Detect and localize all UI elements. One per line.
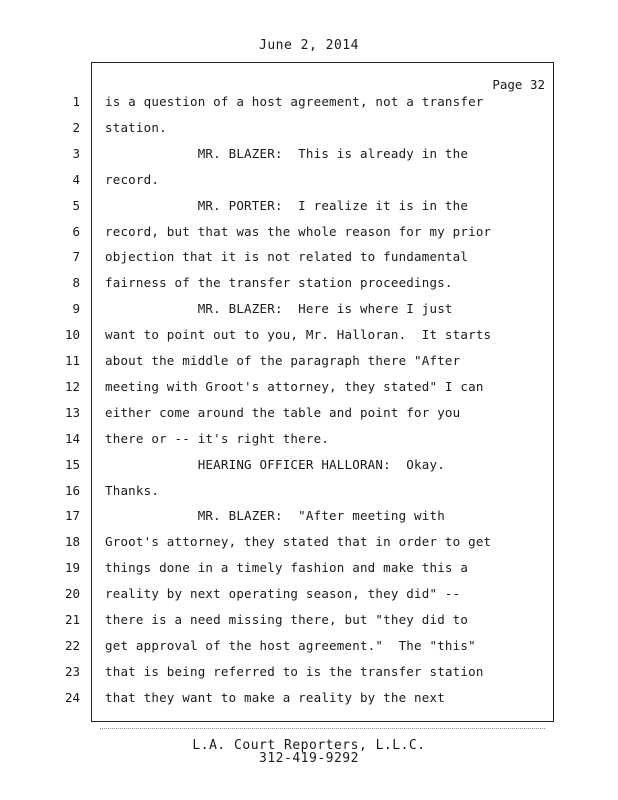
transcript-line: that is being referred to is the transfer station [105, 663, 484, 679]
line-number: 16 [64, 482, 80, 498]
transcript-line: Thanks. [105, 482, 160, 498]
transcript-line: that they want to make a reality by the next [105, 689, 445, 705]
line-number: 9 [72, 301, 80, 317]
line-number: 17 [64, 508, 80, 524]
page-number: Page 32 [492, 77, 545, 92]
transcript-line: record, but that was the whole reason for my prior [105, 223, 492, 239]
line-number: 12 [64, 378, 80, 394]
line-number: 24 [64, 689, 80, 705]
transcript-line: get approval of the host agreement." The "this" [105, 637, 476, 653]
line-number: 18 [64, 534, 80, 550]
line-number: 14 [64, 430, 80, 446]
line-number: 20 [64, 586, 80, 602]
transcript-line: want to point out to you, Mr. Halloran. It starts [105, 327, 492, 343]
transcript-line: MR. BLAZER: This is already in the [105, 145, 469, 161]
transcript-line: either come around the table and point for you [105, 404, 461, 420]
transcript-line: MR. BLAZER: "After meeting with [105, 508, 445, 524]
transcript-line: objection that it is not related to fundamental [105, 249, 469, 265]
transcript-line: there is a need missing there, but "they did to [105, 612, 469, 627]
footer-rule [100, 728, 545, 729]
transcript-date: June 2, 2014 [259, 38, 359, 53]
line-number: 11 [64, 353, 80, 368]
court-reporter-phone: 312-419-9292 [259, 751, 359, 766]
court-reporter-name: L.A. Court Reporters, L.L.C. [192, 738, 426, 753]
line-number: 7 [72, 249, 80, 265]
transcript-line: is a question of a host agreement, not a transfer [105, 94, 484, 109]
line-number: 4 [72, 171, 80, 187]
transcript-line: fairness of the transfer station proceedings. [105, 275, 453, 291]
line-number: 22 [64, 637, 80, 653]
line-number: 15 [64, 456, 80, 472]
transcript-line: things done in a timely fashion and make this a [105, 560, 469, 576]
line-number: 6 [72, 223, 80, 239]
line-number: 23 [64, 663, 80, 679]
transcript-line: there or -- it's right there. [105, 430, 330, 446]
line-number: 13 [64, 404, 80, 420]
transcript-line: MR. BLAZER: Here is where I just [105, 301, 453, 317]
line-number: 2 [72, 119, 80, 135]
line-number: 10 [64, 327, 80, 343]
transcript-line: meeting with Groot's attorney, they stated" I can [105, 378, 484, 394]
transcript-line: Groot's attorney, they stated that in order to get [105, 534, 492, 550]
transcript-line: MR. PORTER: I realize it is in the [105, 197, 469, 213]
line-number: 19 [64, 560, 80, 576]
line-number: 1 [72, 94, 80, 109]
line-number: 8 [72, 275, 80, 291]
line-number: 21 [64, 612, 80, 627]
transcript-line: HEARING OFFICER HALLORAN: Okay. [105, 456, 445, 472]
transcript-line: reality by next operating season, they did" -- [105, 586, 461, 602]
line-number: 3 [72, 145, 80, 161]
transcript-line: station. [105, 119, 167, 135]
transcript-line: about the middle of the paragraph there "After [105, 353, 461, 368]
line-number: 5 [72, 197, 80, 213]
transcript-line: record. [105, 171, 160, 187]
